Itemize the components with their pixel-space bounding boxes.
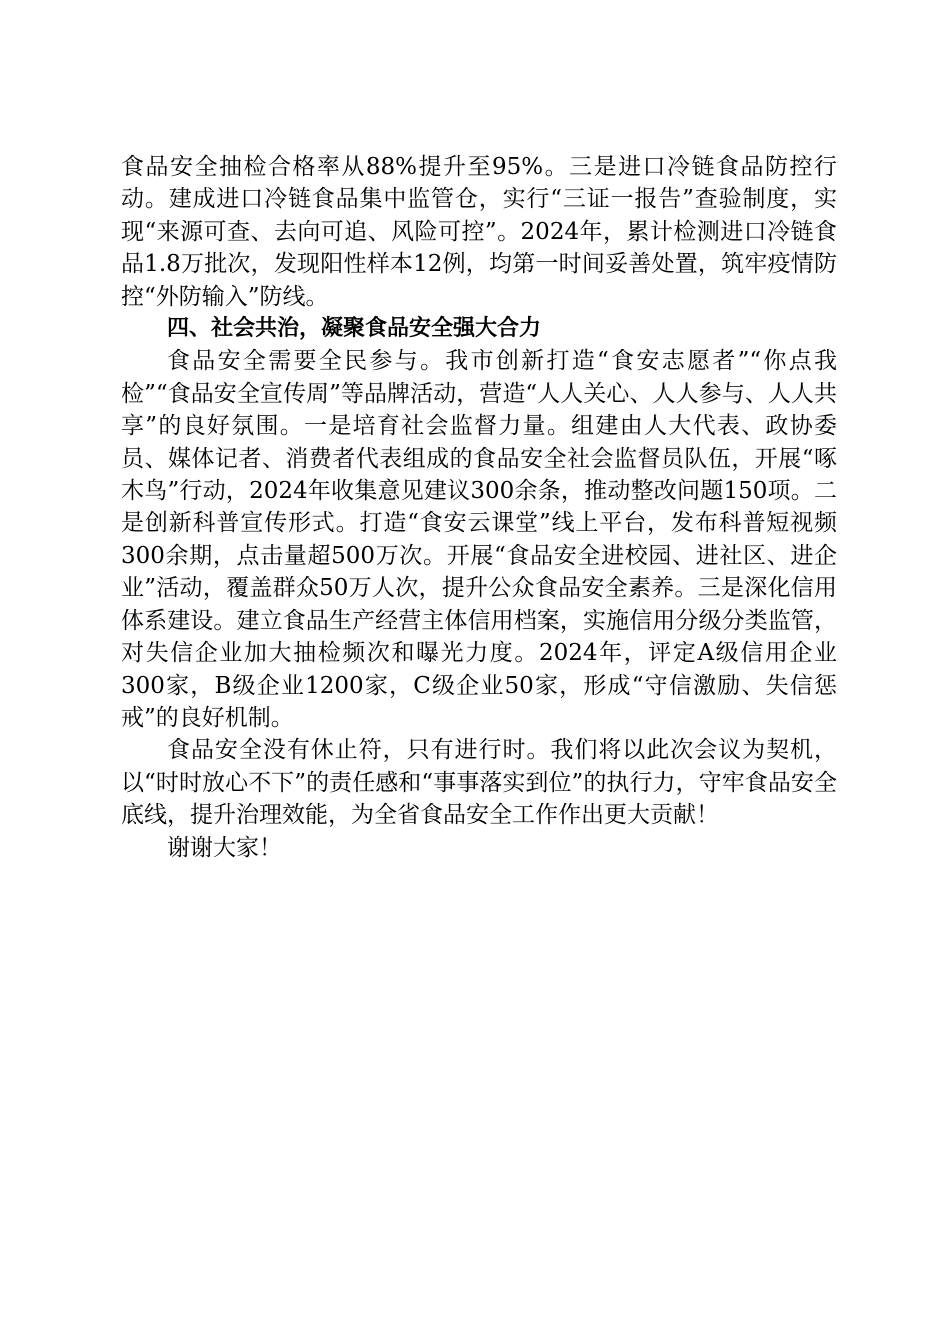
section-heading-social-governance: 四、社会共治，凝聚食品安全强大合力 (167, 316, 542, 342)
document-page (121, 151, 837, 864)
paragraph-public-participation: 食品安全需要全民参与。我市创新打造“食安志愿者”“你点我检”“食品安全宣传周”等品牌活动，营造“人人关心、人人参与、人人共享”的良好氛围。一是培育社会监督力量。组建由人大代表、政协委员、媒体记者、消费者代表组成的食品安全社会监督员队伍，开展“啄木鸟”行动，2024年收集意见建议300余条，推动整改问题150项。二是创新科普宣传形式。打造“食安云课堂”线上平台，发布科普短视频300余期，点击量超500万次。开展“食品安全进校园、进社区、进企业”活动，覆盖群众50万人次，提升公众食品安全素养。三是深化信用体系建设。建立食品生产经营主体信用档案，实施信用分级分类监管，对失信企业加大抽检频次和曝光力度。2024年，评定A级信用企业300家，B级企业1200家，C级企业50家，形成“守信激励、失信惩戒”的良好机制。 (121, 348, 837, 731)
paragraph-cold-chain: 食品安全抽检合格率从88%提升至95%。三是进口冷链食品防控行动。建成进口冷链食品集中监管仓，实行“三证一报告”查验制度，实现“来源可查、去向可追、风险可控”。2024年，累计检测进口冷链食品1.8万批次，发现阳性样本12例，均第一时间妥善处置，筑牢疫情防控“外防输入”防线。 (121, 154, 837, 310)
paragraph-conclusion: 食品安全没有休止符，只有进行时。我们将以此次会议为契机，以“时时放心不下”的责任感和“事事落实到位”的执行力，守牢食品安全底线，提升治理效能，为全省食品安全工作作出更大贡献！ (121, 737, 837, 829)
paragraph-thanks: 谢谢大家！ (167, 834, 282, 861)
